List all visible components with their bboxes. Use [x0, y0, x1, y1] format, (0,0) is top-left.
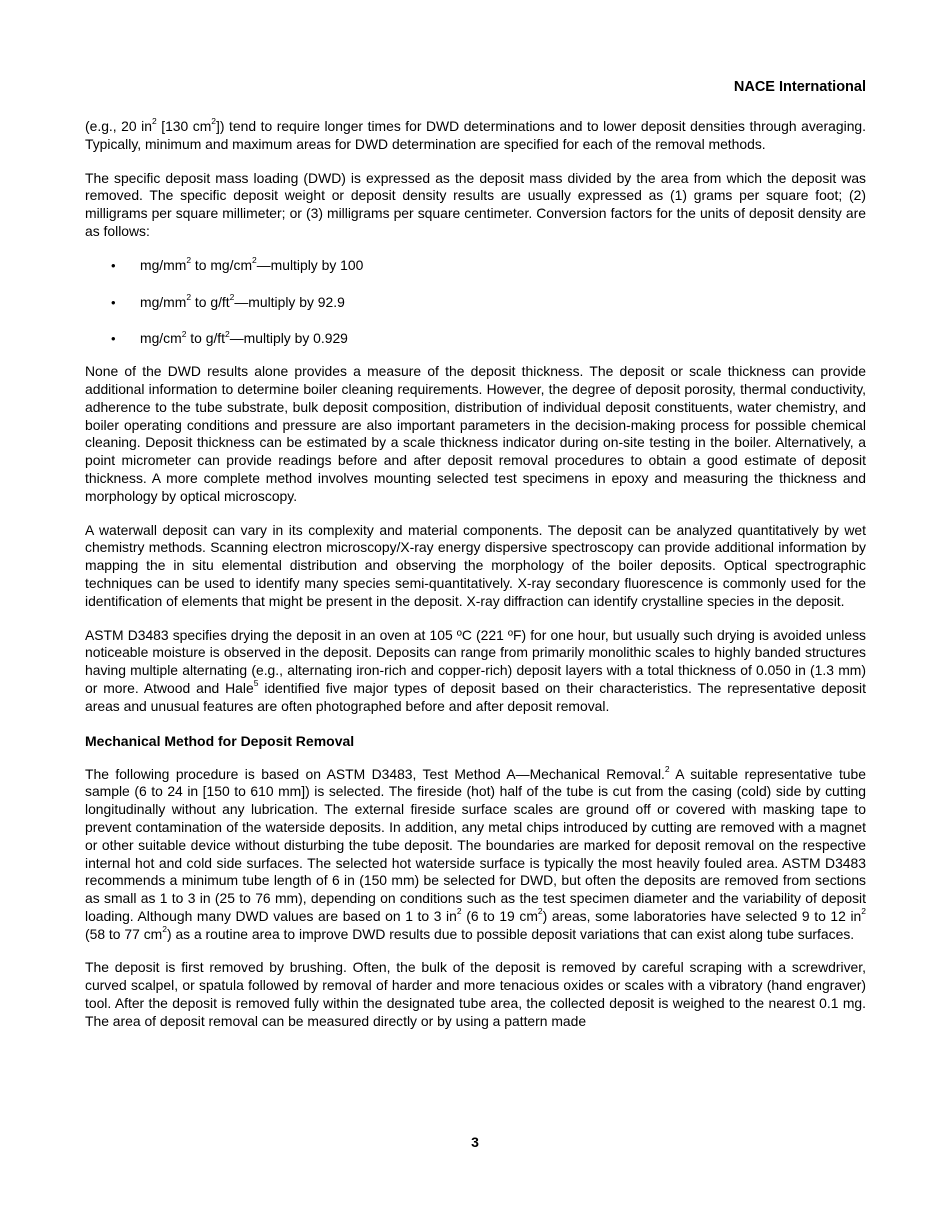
paragraph-brushing: The deposit is first removed by brushing. Often, the bulk of the deposit is removed by careful scraping with a screwdriver, curved scalpel, or spatula followed by removal of harder and more tenacious oxides or scales with a vibratory (hand engraver) tool. After the deposit is removed fully within the designated tube area, the collected deposit is weighed to the nearest 0.1 mg. The area of deposit removal can be measured directly or by using a pattern made [85, 959, 866, 1029]
conversion-factor-list [85, 257, 866, 348]
bullet-icon: • [111, 257, 116, 273]
page-number: 3 [471, 1134, 479, 1150]
paragraph-mechanical-procedure: The following procedure is based on ASTM D3483, Test Method A—Mechanical Removal.$^2$ A suitable representative tube sample (6 to 24 in [150 to 610 mm]) is selected. The fireside (hot) half of the tube is cut from the casing (cold) side by cutting longitudinally without any lubrication. The external fireside surface scales are ground off or covered with masking tape to prevent contamination of the waterside deposits. In addition, any metal chips introduced by cutting are removed with a magnet or other suitable device without disturbing the tube deposit. The boundaries are marked for deposit removal on the respective internal hot and cold side surfaces. The selected hot waterside surface is typically the most heavily fouled area. ASTM D3483 recommends a minimum tube length of 6 in (150 mm) be selected for DWD, but often the deposits are removed from sections as small as 1 to 3 in (25 to 76 mm), depending on conditions such as the test specimen diameter and the variability of deposit loading. Although many DWD values are based on 1 to 3 $in^2$ (6 to 19 $cm^2$) areas, some laboratories have selected 9 to 12 $in^2$ (58 to 77 $cm^2$) as a routine area to improve DWD results due to possible deposit variations that can exist along tube surfaces. [85, 763, 866, 942]
paragraph-astm-drying: ASTM D3483 specifies drying the deposit in an oven at 105 ºC (221 ºF) for one hour, but usually such drying is avoided unless noticeable moisture is observed in the deposit. Deposits can range from primarily monolithic scales to highly banded structures having multiple alternating (e.g., alternating iron-rich and copper-rich) deposit layers with a total thickness of 0.050 in (1.3 mm) or more. Atwood and Hale$^5$ identified five major types of deposit based on their characteristics. The representative deposit areas and unusual features are often photographed before and after deposit removal. [85, 626, 866, 714]
section-heading: Mechanical Method for Deposit Removal [85, 732, 355, 749]
page-header: NACE International [733, 79, 866, 95]
paragraph-waterwall-analysis: A waterwall deposit can vary in its complexity and material components. The deposit can be analyzed quantitatively by wet chemistry methods. Scanning electron microscopy/X-ray energy dispersive spectroscopy can provide additional information by mapping the in situ elemental distribution and observing the morphology of the boiler deposits. Optical spectrographic techniques can be used to identify many species semi-quantitatively. X-ray secondary fluorescence is commonly used for the identification of elements that might be present in the deposit. X-ray diffraction can identify crystalline species in the deposit. [85, 521, 866, 609]
bullet-icon: • [111, 294, 116, 310]
page-content [85, 118, 866, 1047]
paragraph-dwd-definition: The specific deposit mass loading (DWD) is expressed as the deposit mass divided by the area from which the deposit was removed. The specific deposit weight or deposit density results are usually expressed as (1) grams per square foot; (2) milligrams per square millimeter; or (3) milligrams per square centimeter. Conversion factors for the units of deposit density are as follows: [85, 169, 866, 239]
bullet-icon: • [111, 331, 116, 347]
list-item: • $mg/mm^2$ to $mg/cm^2—multiply$ by 100 [111, 255, 364, 273]
paragraph-area-note: (e.g., 20 $in^2$ [130 $cm^2$]) tend to require longer times for DWD determinations and to lower deposit densities through averaging. Typically, minimum and maximum areas for DWD determination are specified for each of the removal methods. [85, 116, 866, 152]
paragraph-deposit-thickness: None of the DWD results alone provides a measure of the deposit thickness. The deposit or scale thickness can provide additional information to determine boiler cleaning requirements. However, the degree of deposit porosity, thermal conductivity, adherence to the tube substrate, bulk deposit composition, distribution of individual deposit constituents, water chemistry, and boiler operating conditions and pressure are also important parameters in the decision-making process for possible chemical cleaning. Deposit thickness can be estimated by a scale thickness indicator during on-site testing in the boiler. Alternatively, a point micrometer can provide readings before and after deposit removal procedures to obtain a good estimate of deposit thickness. A more complete method involves mounting selected test specimens in epoxy and measuring the thickness and morphology by optical microscopy. [85, 363, 866, 504]
list-item: • $mg/mm^2$ to $g/ft^2—multiply$ by 92.9 [111, 291, 345, 310]
list-item: • $mg/cm^2$ to $g/ft^2—multiply$ by 0.929 [111, 328, 348, 347]
